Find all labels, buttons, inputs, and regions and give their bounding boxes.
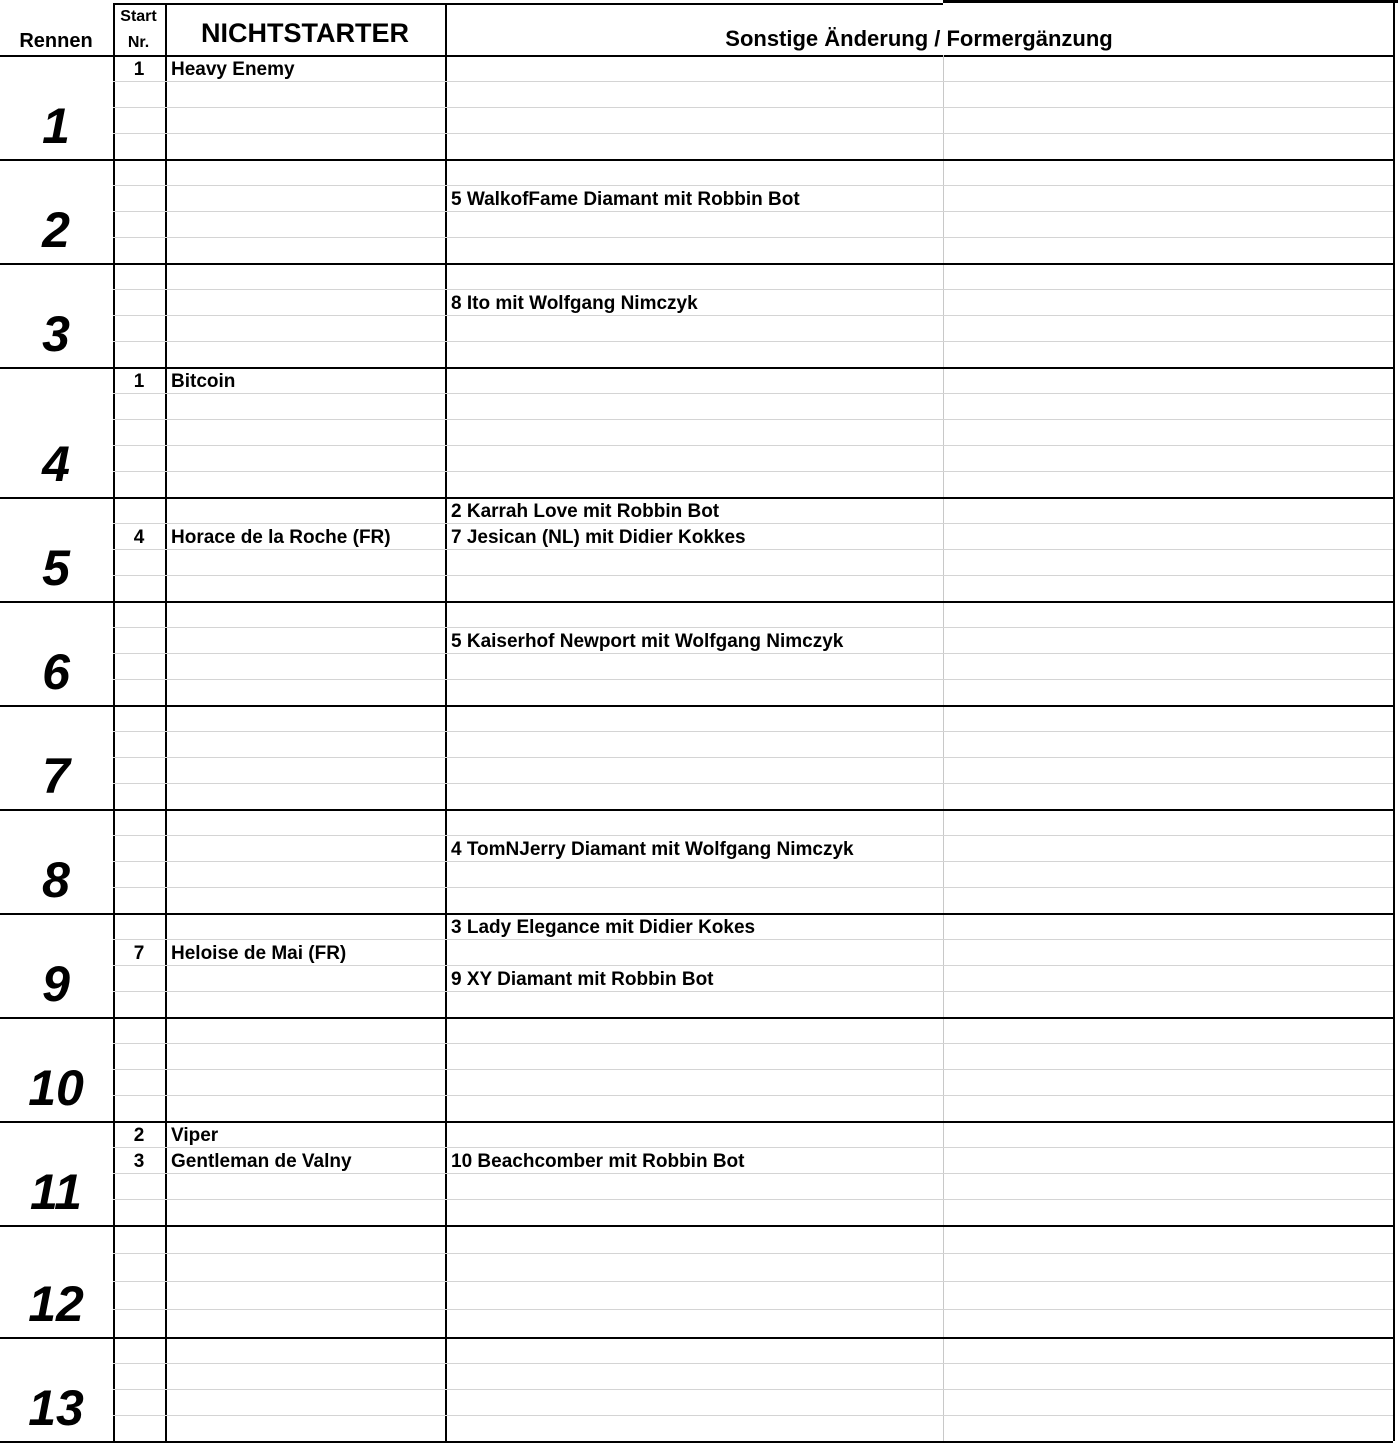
race-number: 8 xyxy=(42,852,70,908)
scratch-horse-name: Heloise de Mai (FR) xyxy=(171,943,347,964)
change-entry: 4 TomNJerry Diamant mit Wolfgang Nimczyk xyxy=(451,839,854,860)
change-entry: 8 Ito mit Wolfgang Nimczyk xyxy=(451,293,698,314)
race-number: 11 xyxy=(30,1164,82,1220)
sub-row-line xyxy=(113,835,1393,836)
change-entry: 9 XY Diamant mit Robbin Bot xyxy=(451,969,714,990)
sub-row-line xyxy=(113,107,1393,108)
race-block-border xyxy=(0,809,1393,811)
sub-row-line xyxy=(113,1309,1393,1310)
race-block-border xyxy=(0,159,1393,161)
sub-row-line xyxy=(113,1199,1393,1200)
header-sonstige: Sonstige Änderung / Formergänzung xyxy=(725,26,1113,51)
race-number: 5 xyxy=(42,540,70,596)
race-block-border xyxy=(0,601,1393,603)
sub-row-line xyxy=(113,393,1393,394)
race-number: 10 xyxy=(28,1060,84,1116)
change-entry: 3 Lady Elegance mit Didier Kokes xyxy=(451,917,756,938)
sub-row-line xyxy=(113,419,1393,420)
sub-row-line xyxy=(113,1147,1393,1148)
sub-row-line xyxy=(113,471,1393,472)
scratch-start-number: 1 xyxy=(133,371,145,392)
header-top-border xyxy=(113,3,943,5)
sub-row-line xyxy=(113,1095,1393,1096)
race-number: 1 xyxy=(42,98,70,154)
header-nichtstarter: NICHTSTARTER xyxy=(201,18,409,48)
sub-row-line xyxy=(113,1415,1393,1416)
col-border-right xyxy=(1393,3,1395,1441)
sub-row-line xyxy=(113,237,1393,238)
scratch-start-number: 4 xyxy=(133,527,145,548)
sub-row-line xyxy=(113,1389,1393,1390)
header-top-border-right xyxy=(943,0,1398,3)
race-number: 6 xyxy=(42,644,70,700)
scratch-start-number: 7 xyxy=(133,943,145,964)
race-number: 13 xyxy=(28,1380,84,1436)
scratch-start-number: 3 xyxy=(133,1151,145,1172)
race-number: 12 xyxy=(28,1276,84,1332)
scratch-horse-name: Bitcoin xyxy=(171,371,236,392)
scratch-horse-name: Horace de la Roche (FR) xyxy=(171,527,391,548)
sub-row-line xyxy=(113,731,1393,732)
sub-row-line xyxy=(113,1043,1393,1044)
change-entry: 10 Beachcomber mit Robbin Bot xyxy=(451,1151,745,1172)
sub-row-line xyxy=(113,783,1393,784)
race-number: 2 xyxy=(42,202,70,258)
sub-row-line xyxy=(113,185,1393,186)
race-number: 9 xyxy=(42,956,70,1012)
sub-row-line xyxy=(113,627,1393,628)
sub-row-line xyxy=(113,1253,1393,1254)
sub-row-line xyxy=(113,575,1393,576)
sub-row-line xyxy=(113,523,1393,524)
scratch-start-number: 2 xyxy=(133,1125,145,1146)
header-rennen: Rennen xyxy=(19,30,93,52)
change-entry: 7 Jesican (NL) mit Didier Kokkes xyxy=(451,527,746,548)
sub-row-line xyxy=(113,315,1393,316)
sub-row-line xyxy=(113,991,1393,992)
scratch-horse-name: Viper xyxy=(171,1125,219,1146)
race-block-border xyxy=(0,1337,1393,1339)
change-entry: 5 WalkofFame Diamant mit Robbin Bot xyxy=(451,189,800,210)
change-entry: 5 Kaiserhof Newport mit Wolfgang Nimczyk xyxy=(451,631,844,652)
sub-row-line xyxy=(113,757,1393,758)
sub-row-line xyxy=(113,341,1393,342)
header-nr: Nr. xyxy=(127,34,150,51)
sub-row-line xyxy=(113,1069,1393,1070)
scratch-horse-name: Gentleman de Valny xyxy=(171,1151,352,1172)
sub-row-line xyxy=(113,133,1393,134)
change-entry: 2 Karrah Love mit Robbin Bot xyxy=(451,501,720,522)
race-block-border xyxy=(0,1441,1393,1443)
sub-row-line xyxy=(113,445,1393,446)
sub-row-line xyxy=(113,679,1393,680)
race-number: 4 xyxy=(42,436,70,492)
scratch-start-number: 1 xyxy=(133,59,145,80)
scratch-horse-name: Heavy Enemy xyxy=(171,59,295,80)
race-block-border xyxy=(0,1225,1393,1227)
sub-row-line xyxy=(113,81,1393,82)
race-block-border xyxy=(0,705,1393,707)
sub-row-line xyxy=(113,1363,1393,1364)
sub-row-line xyxy=(113,887,1393,888)
race-number: 7 xyxy=(42,748,70,804)
race-block-border xyxy=(0,263,1393,265)
sub-row-line xyxy=(113,289,1393,290)
header-start: Start xyxy=(120,8,157,25)
race-block-border xyxy=(0,1017,1393,1019)
sub-row-line xyxy=(113,1281,1393,1282)
race-number: 3 xyxy=(42,306,70,362)
